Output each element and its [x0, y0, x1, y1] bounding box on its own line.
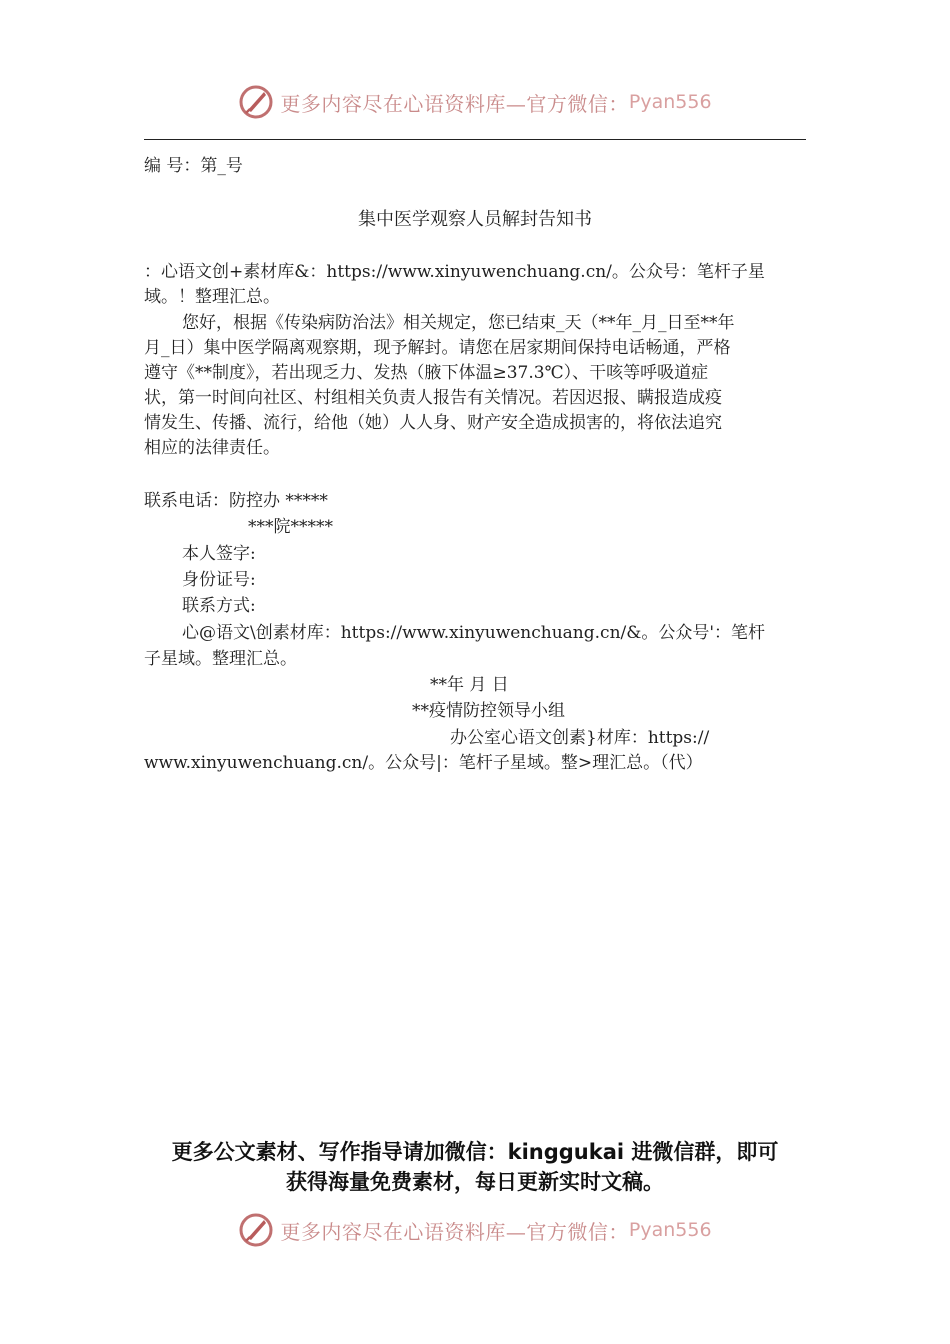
promo-line: 获得海量免费素材，每日更新实时文稿。: [286, 1170, 664, 1194]
body-line: 相应的法律责任。: [144, 438, 280, 458]
office-line: 办公室心语文创素}材库：https://: [450, 728, 710, 748]
date-line: **年 月 日: [430, 675, 509, 695]
header-divider: [144, 139, 806, 140]
quill-pen-logo-icon: [238, 1212, 274, 1248]
footer-banner: [0, 1208, 950, 1252]
hospital-line: ***院*****: [248, 517, 333, 537]
body-line: 您好，根据《传染病防治法》相关规定，您已结束_天（**年_月_日至**年: [182, 313, 735, 333]
watermark-line: 子星域。整理汇总。: [144, 649, 297, 669]
body-line: 月_日）集中医学隔离观察期，现予解封。请您在居家期间保持电话畅通，严格: [144, 338, 731, 358]
office-line: www.xinyuwenchuang.cn/。公众号|：笔杆子星域。整>理汇总。（代）: [144, 753, 703, 773]
document-title: 集中医学观察人员解封告知书: [358, 209, 592, 230]
document-number: 编 号：第_号: [144, 156, 243, 176]
intro-line: ：心语文创+素材库&：https://www.xinyuwenchuang.cn/。公众号：笔杆子星: [144, 262, 765, 282]
quill-pen-logo-icon: [238, 84, 274, 120]
org-name: **疫情防控领导小组: [412, 701, 565, 721]
body-line: 情发生、传播、流行，给他（她）人人身、财产安全造成损害的，将依法追究: [144, 413, 722, 433]
contact-phone: 联系电话：防控办 *****: [144, 491, 328, 511]
id-number-field-label: 身份证号:: [182, 570, 256, 590]
banner-wechat-id: Pyan556: [628, 1219, 712, 1241]
banner-text: 更多内容尽在心语资料库—官方微信：: [280, 1219, 629, 1244]
body-line: 遵守《**制度》，若出现乏力、发热（腋下体温≥37.3℃）、干咳等呼吸道症: [144, 363, 709, 383]
signature-field-label: 本人签字:: [182, 544, 256, 564]
watermark-line: 心@语文\创素材库：https://www.xinyuwenchuang.cn/&。公众号'：笔杆: [182, 623, 766, 643]
contact-method-field-label: 联系方式:: [182, 596, 256, 616]
banner-text: 更多内容尽在心语资料库—官方微信：: [280, 91, 629, 116]
body-line: 状，第一时间向社区、村组相关负责人报告有关情况。若因迟报、瞒报造成疫: [144, 388, 722, 408]
header-banner: [0, 80, 950, 124]
banner-wechat-id: Pyan556: [628, 91, 712, 113]
intro-line: 域。！整理汇总。: [144, 287, 280, 307]
promo-line: 更多公文素材、写作指导请加微信：kinggukai 进微信群，即可: [171, 1140, 779, 1164]
